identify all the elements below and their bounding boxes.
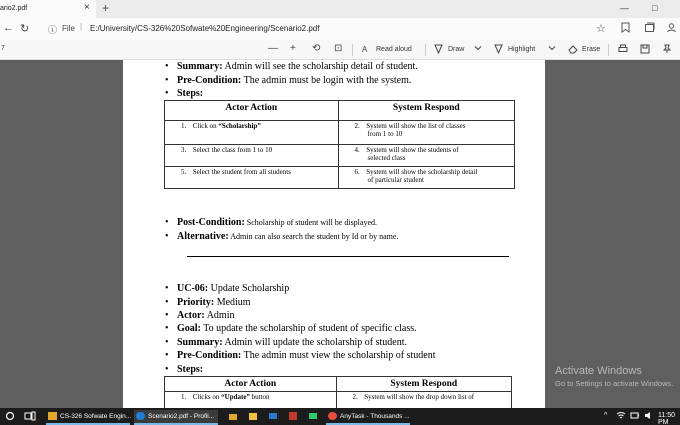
- table-row: [165, 167, 515, 189]
- edge-icon: [136, 412, 145, 420]
- file-label: File: [62, 24, 75, 33]
- table-row: [165, 121, 515, 145]
- store-icon[interactable]: [228, 411, 238, 424]
- maximize-button[interactable]: □: [652, 3, 658, 13]
- file-explorer-icon[interactable]: [248, 411, 258, 424]
- read-aloud-button[interactable]: Read aloud: [376, 46, 412, 53]
- chrome-icon: [328, 412, 337, 420]
- actor-action-cell: 1. Click on “Scholarship”: [165, 121, 339, 145]
- media-icon[interactable]: [288, 411, 298, 424]
- messenger-icon[interactable]: [308, 411, 318, 424]
- zoom-out-button[interactable]: —: [268, 43, 278, 54]
- pdf-page: [123, 60, 545, 408]
- table-row: [165, 145, 515, 167]
- column-header: Actor Action: [165, 377, 337, 392]
- actor-action-cell: 5. Select the student from all students: [165, 167, 339, 189]
- collections-icon[interactable]: [644, 22, 655, 36]
- actor-line: • Actor: Admin: [165, 310, 235, 321]
- pin-toolbar-icon[interactable]: [662, 44, 672, 57]
- table-header-row: [165, 377, 512, 392]
- volume-icon[interactable]: [644, 411, 654, 422]
- tab-scenario2[interactable]: [0, 0, 96, 18]
- back-icon[interactable]: ←: [3, 22, 14, 34]
- erase-button[interactable]: Erase: [582, 46, 601, 53]
- draw-dropdown-chevron-icon[interactable]: [474, 44, 482, 55]
- taskbar-item-edge-pdf[interactable]: Scenario2.pdf - Profil...: [134, 410, 218, 423]
- summary-line-2: • Summary: Admin will update the scholarship of student.: [165, 337, 407, 348]
- table-row: [165, 392, 512, 409]
- refresh-icon[interactable]: ↻: [20, 23, 30, 35]
- column-header: Actor Action: [165, 101, 339, 121]
- steps-line: • Steps:: [165, 88, 204, 99]
- save-icon[interactable]: [640, 44, 650, 57]
- precondition-line: • Pre-Condition: The admin must be login with the system.: [165, 75, 412, 86]
- new-tab-button[interactable]: +: [102, 1, 110, 15]
- system-respond-cell: 2. System will show the list of classes from 1 to 10: [338, 121, 514, 145]
- actor-action-cell: 3. Select the class from 1 to 10: [165, 145, 339, 167]
- summary-line: • Summary: Admin will see the scholarship detail of student.: [165, 61, 418, 72]
- postcondition-line: • Post-Condition: Scholarship of student will be displayed.: [165, 217, 377, 228]
- tray-chevron-icon[interactable]: ^: [604, 412, 608, 419]
- highlight-dropdown-chevron-icon[interactable]: [548, 44, 556, 55]
- word-file-icon: [48, 412, 57, 420]
- print-icon[interactable]: [618, 44, 628, 57]
- taskbar-item-word[interactable]: CS-326 Sofwate Engin...: [46, 410, 130, 423]
- close-tab-icon[interactable]: ×: [84, 2, 90, 13]
- page-number[interactable]: 7: [1, 45, 5, 52]
- precondition-line-2: • Pre-Condition: The admin must view the scholarship of student: [165, 350, 436, 361]
- profile-icon[interactable]: [666, 22, 677, 36]
- draw-button[interactable]: Draw: [448, 46, 465, 53]
- toolbar-divider: [608, 44, 609, 56]
- clock[interactable]: 11:50 PM: [658, 412, 675, 425]
- column-header: System Respond: [336, 377, 511, 392]
- start-button[interactable]: [5, 411, 15, 424]
- favorite-star-icon[interactable]: ☆: [596, 23, 606, 35]
- alternative-line: • Alternative: Admin can also search the student by Id or by name.: [165, 231, 399, 242]
- address-separator: |: [80, 22, 83, 31]
- read-aloud-icon: A: [362, 45, 368, 54]
- tab-strip: [0, 0, 680, 18]
- rotate-icon[interactable]: ⟲: [312, 43, 321, 54]
- taskbar: [0, 408, 680, 425]
- tab-title: ario2.pdf: [0, 5, 28, 12]
- task-view-icon[interactable]: [24, 411, 36, 424]
- network-icon[interactable]: [616, 411, 626, 422]
- table-header-row: [165, 101, 515, 121]
- goal-line: • Goal: To update the scholarship of student of specific class.: [165, 323, 417, 334]
- highlight-icon[interactable]: [494, 44, 503, 57]
- section-divider: [187, 256, 509, 257]
- zoom-in-button[interactable]: +: [290, 43, 296, 54]
- draw-icon[interactable]: [434, 44, 443, 57]
- steps-table: [164, 100, 515, 189]
- minimize-button[interactable]: —: [620, 3, 629, 13]
- fit-page-icon[interactable]: ⊡: [334, 43, 343, 54]
- system-respond-cell: 4. System will show the students of selected class: [338, 145, 514, 167]
- address-bar-row: [0, 18, 680, 40]
- uc-title-line: • UC-06: Update Scholarship: [165, 283, 290, 294]
- eraser-icon[interactable]: [568, 44, 578, 57]
- pdf-viewer[interactable]: [0, 60, 680, 408]
- system-respond-cell: 6. System will show the scholarship detail of particular student: [338, 167, 514, 189]
- steps-line-2: • Steps:: [165, 364, 204, 375]
- pdf-toolbar: [0, 40, 680, 60]
- battery-icon[interactable]: [630, 411, 640, 422]
- info-icon[interactable]: ⓘ: [48, 25, 58, 35]
- taskbar-item-chrome[interactable]: AnyTask - Thousands ...: [326, 410, 410, 423]
- highlight-button[interactable]: Highlight: [508, 46, 536, 53]
- column-header: System Respond: [338, 101, 514, 121]
- favorites-icon[interactable]: [620, 22, 631, 36]
- toolbar-divider: [425, 44, 426, 56]
- mail-icon[interactable]: [268, 411, 278, 424]
- activate-windows-watermark: Activate Windows Go to Settings to activate Windows.: [555, 365, 674, 388]
- actor-action-cell: 1. Clicks on “Update” button: [165, 392, 337, 409]
- priority-line: • Priority: Medium: [165, 297, 251, 308]
- toolbar-divider: [352, 44, 353, 56]
- address-field[interactable]: [44, 21, 564, 37]
- url-text[interactable]: E:/University/CS-326%20Sofwate%20Engineering/Scenario2.pdf: [90, 24, 320, 33]
- steps-table-2: [164, 376, 512, 408]
- system-respond-cell: 2. System will show the drop down list of: [336, 392, 511, 409]
